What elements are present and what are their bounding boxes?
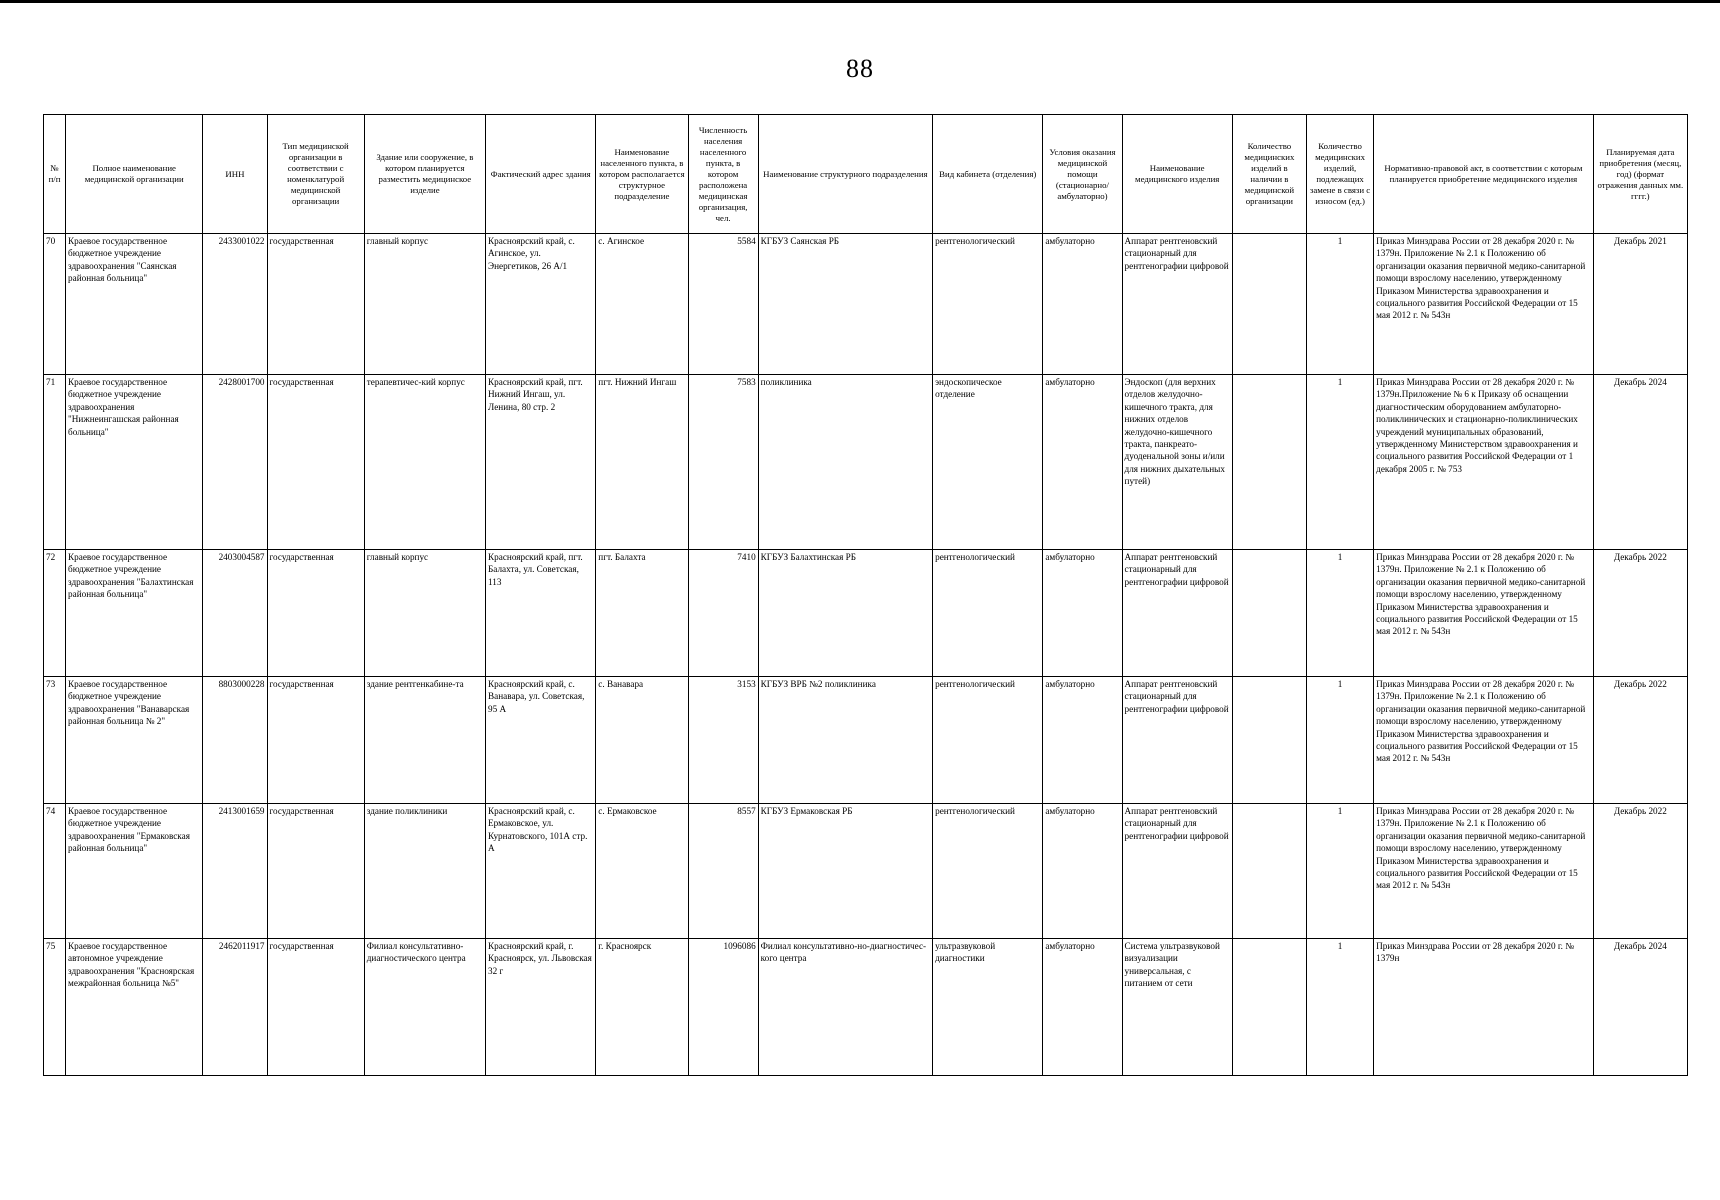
cell-unit: КГБУЗ Саянская РБ [758,234,932,375]
header-office: Вид кабинета (отделения) [933,115,1043,234]
header-inn: ИНН [203,115,267,234]
cell-type: государственная [267,804,364,939]
header-settlement: Наименование населенного пункта, в котором располагается структурное подразделение [596,115,688,234]
cell-population: 7583 [688,375,758,550]
cell-device: Аппарат рентгеновский стационарный для рентгенографии цифровой [1122,804,1232,939]
header-type: Тип медицинской организации в соответствии с номенклатурой медицинской организации [267,115,364,234]
cell-building: главный корпус [364,550,485,677]
cell-date: Декабрь 2024 [1593,939,1687,1076]
cell-type: государственная [267,677,364,804]
cell-act: Приказ Минздрава России от 28 декабря 2020 г. № 1379н. Приложение № 2.1 к Положению об организации оказания первичной медико-санитарной помощи взрослому населению, утвержденному Приказом Министерства здравоохранения и социального развития Российской Федерации от 15 мая 2012 г. № 543н [1374,677,1594,804]
cell-unit: КГБУЗ ВРБ №2 поликлиника [758,677,932,804]
cell-qty-have [1232,677,1306,804]
cell-unit: КГБУЗ Балахтинская РБ [758,550,932,677]
cell-device: Система ультразвуковой визуализации универсальная, с питанием от сети [1122,939,1232,1076]
cell-office: ультразвуковой диагностики [933,939,1043,1076]
cell-building: главный корпус [364,234,485,375]
cell-inn: 2462011917 [203,939,267,1076]
cell-qty-have [1232,375,1306,550]
cell-settlement: г. Красноярск [596,939,688,1076]
cell-org: Краевое государственное бюджетное учреждение здравоохранения "Ермаковская районная больница" [66,804,203,939]
cell-unit: Филиал консультативно-но-диагностичес-кого центра [758,939,932,1076]
cell-settlement: пгт. Нижний Ингаш [596,375,688,550]
cell-inn: 2428001700 [203,375,267,550]
cell-conditions: амбулаторно [1043,234,1122,375]
cell-act: Приказ Минздрава России от 28 декабря 2020 г. № 1379н. Приложение № 2.1 к Положению об организации оказания первичной медико-санитарной помощи взрослому населению, утвержденному Приказом Министерства здравоохранения и социального развития Российской Федерации от 15 мая 2012 г. № 543н [1374,550,1594,677]
cell-org: Краевое государственное бюджетное учреждение здравоохранения "Нижнеингашская районная больница" [66,375,203,550]
cell-office: рентгенологический [933,550,1043,677]
cell-office: рентгенологический [933,804,1043,939]
cell-act: Приказ Минздрава России от 28 декабря 2020 г. № 1379н. Приложение № 2.1 к Положению об организации оказания первичной медико-санитарной помощи взрослому населению, утвержденному Приказом Министерства здравоохранения и социального развития Российской Федерации от 15 мая 2012 г. № 543н [1374,804,1594,939]
cell-qty-replace: 1 [1306,375,1373,550]
cell-qty-have [1232,550,1306,677]
table-row [44,677,1688,804]
cell-device: Аппарат рентгеновский стационарный для рентгенографии цифровой [1122,550,1232,677]
header-address: Фактический адрес здания [486,115,596,234]
equipment-table [43,114,1688,1076]
cell-num: 70 [44,234,66,375]
cell-org: Краевое государственное автономное учреждение здравоохранения "Красноярская межрайонная больница №5" [66,939,203,1076]
cell-settlement: с. Ермаковское [596,804,688,939]
cell-population: 1096086 [688,939,758,1076]
header-device: Наименование медицинского изделия [1122,115,1232,234]
header-qty-replace: Количество медицинских изделий, подлежащих замене в связи с износом (ед.) [1306,115,1373,234]
cell-qty-replace: 1 [1306,550,1373,677]
cell-population: 8557 [688,804,758,939]
header-conditions: Условия оказания медицинской помощи (стационарно/ амбулаторно) [1043,115,1122,234]
cell-type: государственная [267,375,364,550]
header-act: Нормативно-правовой акт, в соответствии с которым планируется приобретение медицинского изделия [1374,115,1594,234]
table-row [44,234,1688,375]
cell-org: Краевое государственное бюджетное учреждение здравоохранения "Ванаварская районная больница № 2" [66,677,203,804]
cell-qty-replace: 1 [1306,939,1373,1076]
header-org: Полное наименование медицинской организации [66,115,203,234]
cell-org: Краевое государственное бюджетное учреждение здравоохранения "Балахтинская районная больница" [66,550,203,677]
table-row [44,550,1688,677]
cell-building: здание рентгенкабине-та [364,677,485,804]
cell-office: рентгенологический [933,234,1043,375]
header-population: Численность населения населенного пункта, в котором расположена медицинская организация, чел. [688,115,758,234]
cell-qty-have [1232,939,1306,1076]
cell-num: 74 [44,804,66,939]
cell-address: Красноярский край, пгт. Балахта, ул. Советская, 113 [486,550,596,677]
table-row [44,804,1688,939]
cell-unit: поликлиника [758,375,932,550]
cell-date: Декабрь 2021 [1593,234,1687,375]
cell-settlement: с. Ванавара [596,677,688,804]
cell-office: рентгенологический [933,677,1043,804]
cell-building: Филиал консультативно-диагностического центра [364,939,485,1076]
cell-address: Красноярский край, с. Агинское, ул. Энергетиков, 26 А/1 [486,234,596,375]
cell-qty-replace: 1 [1306,677,1373,804]
cell-org: Краевое государственное бюджетное учреждение здравоохранения "Саянская районная больница" [66,234,203,375]
cell-building: здание поликлиники [364,804,485,939]
cell-population: 5584 [688,234,758,375]
cell-settlement: с. Агинское [596,234,688,375]
cell-num: 71 [44,375,66,550]
cell-conditions: амбулаторно [1043,939,1122,1076]
header-date: Планируемая дата приобретения (месяц, год) (формат отражения данных мм. гггг.) [1593,115,1687,234]
cell-inn: 8803000228 [203,677,267,804]
cell-inn: 2433001022 [203,234,267,375]
cell-date: Декабрь 2022 [1593,804,1687,939]
cell-type: государственная [267,550,364,677]
cell-num: 75 [44,939,66,1076]
cell-inn: 2403004587 [203,550,267,677]
header-qty-have: Количество медицинских изделий в наличии в медицинской организации [1232,115,1306,234]
cell-qty-replace: 1 [1306,234,1373,375]
cell-conditions: амбулаторно [1043,550,1122,677]
cell-act: Приказ Минздрава России от 28 декабря 2020 г. № 1379н.Приложение № 6 к Приказу об оснащении диагностическим оборудованием амбулаторно-поликлинических и стационарно-поликлинических учреждений муниципальных образований, утвержденному Министерством здравоохранения и социального развития Российской Федерации от 1 декабря 2005 г. № 753 [1374,375,1594,550]
cell-unit: КГБУЗ Ермаковская РБ [758,804,932,939]
cell-address: Красноярский край, пгт. Нижний Ингаш, ул. Ленина, 80 стр. 2 [486,375,596,550]
cell-qty-have [1232,804,1306,939]
cell-type: государственная [267,939,364,1076]
cell-address: Красноярский край, с. Ермаковское, ул. Курнатовского, 101А стр. А [486,804,596,939]
cell-conditions: амбулаторно [1043,375,1122,550]
cell-qty-replace: 1 [1306,804,1373,939]
cell-conditions: амбулаторно [1043,677,1122,804]
cell-office: эндоскопическое отделение [933,375,1043,550]
table-row [44,375,1688,550]
cell-act: Приказ Минздрава России от 28 декабря 2020 г. № 1379н [1374,939,1594,1076]
cell-date: Декабрь 2024 [1593,375,1687,550]
cell-inn: 2413001659 [203,804,267,939]
cell-population: 3153 [688,677,758,804]
cell-building: терапевтичес-кий корпус [364,375,485,550]
cell-settlement: пгт. Балахта [596,550,688,677]
header-building: Здание или сооружение, в котором планируется разместить медицинское изделие [364,115,485,234]
header-row [44,115,1688,234]
cell-num: 72 [44,550,66,677]
cell-date: Декабрь 2022 [1593,550,1687,677]
cell-address: Красноярский край, г. Красноярск, ул. Львовская 32 г [486,939,596,1076]
table-row [44,939,1688,1076]
cell-address: Красноярский край, с. Ванавара, ул. Советская, 95 А [486,677,596,804]
cell-num: 73 [44,677,66,804]
cell-type: государственная [267,234,364,375]
cell-qty-have [1232,234,1306,375]
header-num: № п/п [44,115,66,234]
cell-population: 7410 [688,550,758,677]
cell-act: Приказ Минздрава России от 28 декабря 2020 г. № 1379н. Приложение № 2.1 к Положению об организации оказания первичной медико-санитарной помощи взрослому населению, утвержденному Приказом Министерства здравоохранения и социального развития Российской Федерации от 15 мая 2012 г. № 543н [1374,234,1594,375]
cell-date: Декабрь 2022 [1593,677,1687,804]
cell-conditions: амбулаторно [1043,804,1122,939]
page-number: 88 [846,54,874,83]
top-border [0,0,1720,3]
cell-device: Аппарат рентгеновский стационарный для рентгенографии цифровой [1122,677,1232,804]
header-unit: Наименование структурного подразделения [758,115,932,234]
cell-device: Эндоскоп (для верхних отделов желудочно-кишечного тракта, для нижних отделов желудочно-кишечного тракта, панкреато-дуоденальной зоны и/или для нижних дыхательных путей) [1122,375,1232,550]
cell-device: Аппарат рентгеновский стационарный для рентгенографии цифровой [1122,234,1232,375]
